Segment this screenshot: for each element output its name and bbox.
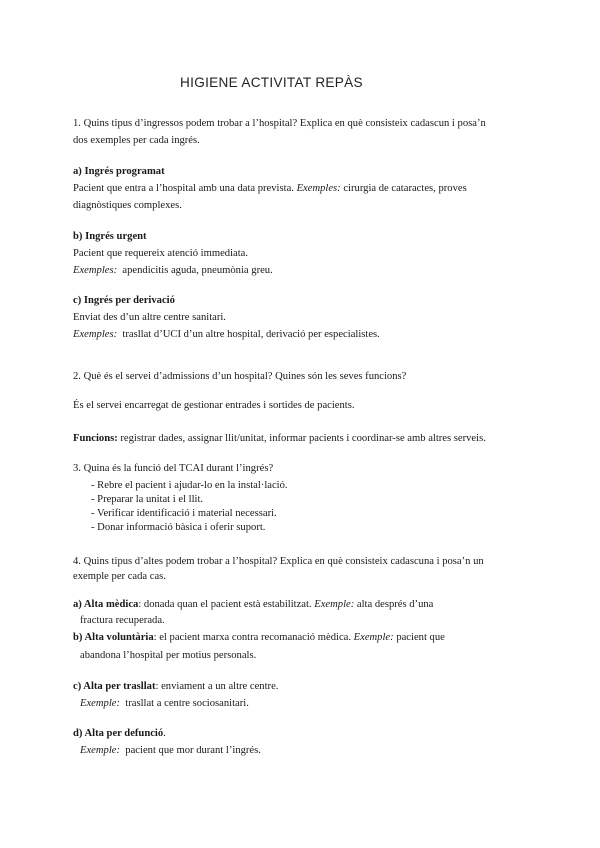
- q1c-example: Exemples: trasllat d’UCI d’un altre hospital, derivació per especialistes.: [73, 329, 380, 340]
- q2-question: 2. Què és el servei d’admissions d’un hospital? Quines són les seves funcions?: [73, 371, 407, 382]
- q2-functions: Funcions: registrar dades, assignar llit/unitat, informar pacients i coordinar-se amb altres serveis.: [73, 433, 486, 444]
- document-title: HIGIENE ACTIVITAT REPÀS: [180, 75, 363, 90]
- q3-list-item: - Verificar identificació i material necessari.: [91, 508, 277, 519]
- q3-list-item: - Rebre el pacient i ajudar-lo en la instal·lació.: [91, 480, 288, 491]
- q4-question-line-2: exemple per cada cas.: [73, 571, 166, 582]
- q4c-example: Exemple: trasllat a centre sociosanitari.: [80, 698, 249, 709]
- q1b-heading: b) Ingrés urgent: [73, 231, 147, 242]
- q1-question-line-2: dos exemples per cada ingrés.: [73, 135, 200, 146]
- q2-answer: És el servei encarregat de gestionar entrades i sortides de pacients.: [73, 400, 355, 411]
- q1c-heading: c) Ingrés per derivació: [73, 295, 175, 306]
- q1a-text-line-2: diagnòstiques complexes.: [73, 200, 182, 211]
- q3-list-item: - Donar informació bàsica i oferir suport.: [91, 522, 266, 533]
- q4b-line-2: abandona l’hospital per motius personals.: [80, 650, 257, 661]
- q3-list-item: - Preparar la unitat i el llit.: [91, 494, 204, 505]
- q1c-text: Enviat des d’un altre centre sanitari.: [73, 312, 226, 323]
- q4c-line-1: c) Alta per trasllat: enviament a un altre centre.: [73, 681, 279, 692]
- q4b-line-1: b) Alta voluntària: el pacient marxa contra recomanació mèdica. Exemple: pacient que: [73, 632, 445, 643]
- q1a-text-line-1: Pacient que entra a l’hospital amb una data prevista. Exemples: cirurgia de cataractes, proves: [73, 183, 467, 194]
- q4d-example: Exemple: pacient que mor durant l’ingrés.: [80, 745, 261, 756]
- q1a-example-label: Exemples:: [296, 183, 341, 194]
- q3-question: 3. Quina és la funció del TCAI durant l’ingrés?: [73, 463, 274, 474]
- q1a-heading: a) Ingrés programat: [73, 166, 165, 177]
- q1b-text: Pacient que requereix atenció immediata.: [73, 248, 249, 259]
- q4a-line-2: fractura recuperada.: [80, 615, 165, 626]
- q1-question-line-1: 1. Quins tipus d’ingressos podem trobar a l’hospital? Explica en què consisteix cadascun i posa’n: [73, 118, 486, 129]
- q4a-line-1: a) Alta mèdica: donada quan el pacient està estabilitzat. Exemple: alta després d’una: [73, 599, 434, 610]
- q4-question-line-1: 4. Quins tipus d’altes podem trobar a l’hospital? Explica en què consisteix cadascuna i posa’n un: [73, 556, 484, 567]
- q1b-example: Exemples: apendicitis aguda, pneumònia greu.: [73, 265, 273, 276]
- q4d-line-1: d) Alta per defunció.: [73, 728, 166, 739]
